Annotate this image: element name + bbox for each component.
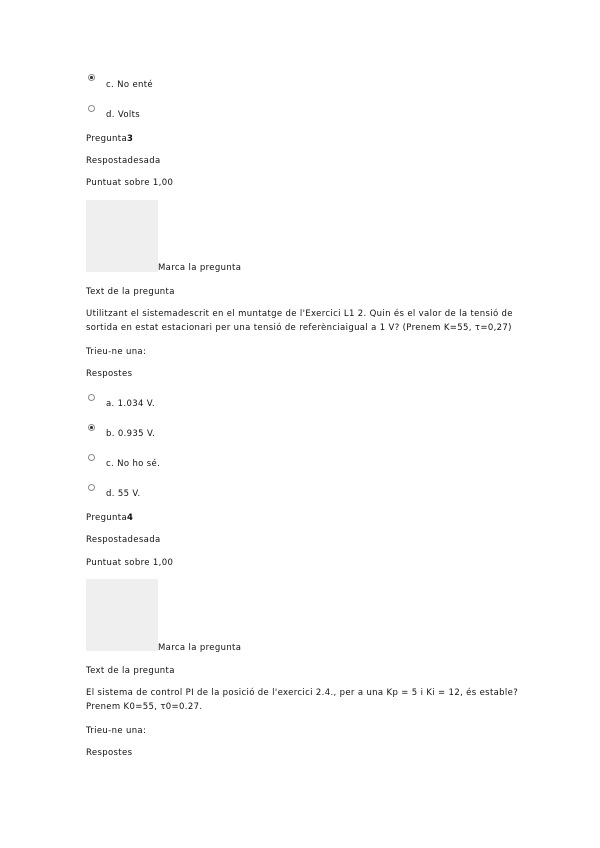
choose-prompt: Trieu-ne una: <box>86 726 147 736</box>
question-text-heading: Text de la pregunta <box>86 666 175 676</box>
flag-placeholder-image <box>86 579 158 651</box>
option-label: b. 0.935 V. <box>106 429 156 439</box>
question-text: Utilitzant el sistemadescrit en el muntatge de l'Exercici L1 2. Quin és el valor de la tensió de <box>86 309 513 319</box>
question-text: sortida en estat estacionari per una tensió de referènciaigual a 1 V? (Prenem K=55, τ=0,27) <box>86 323 512 333</box>
radio-q2-option-c[interactable] <box>88 74 95 81</box>
radio-q3-option-a[interactable] <box>88 394 95 401</box>
question-number: 4 <box>127 513 134 523</box>
choose-prompt: Trieu-ne una: <box>86 347 147 357</box>
option-label: a. 1.034 V. <box>106 399 155 409</box>
question-status: Respostadesada <box>86 156 161 166</box>
flag-placeholder-image <box>86 200 158 272</box>
question-heading <box>86 513 133 523</box>
question-text: Prenem K0=55, τ0=0.27. <box>86 702 203 712</box>
option-label: d. Volts <box>106 110 141 120</box>
question-text-heading: Text de la pregunta <box>86 287 175 297</box>
radio-q3-option-c[interactable] <box>88 454 95 461</box>
answers-heading: Respostes <box>86 369 133 379</box>
question-status: Respostadesada <box>86 535 161 545</box>
question-heading-label: Pregunta <box>86 513 128 523</box>
option-label: c. No ho sé. <box>106 459 161 469</box>
question-text: El sistema de control PI de la posició de l'exercici 2.4., per a una Kp = 5 i Ki = 12, és estable? <box>86 688 519 698</box>
radio-q2-option-d[interactable] <box>88 105 95 112</box>
option-label: c. No enté <box>106 80 154 90</box>
answers-heading: Respostes <box>86 748 133 758</box>
option-label: d. 55 V. <box>106 489 141 499</box>
question-number: 3 <box>127 134 134 144</box>
radio-q3-option-b[interactable] <box>88 424 95 431</box>
radio-q3-option-d[interactable] <box>88 484 95 491</box>
flag-question-link[interactable]: Marca la pregunta <box>158 263 242 273</box>
flag-question-link[interactable]: Marca la pregunta <box>158 643 242 653</box>
question-heading <box>86 134 133 144</box>
question-score: Puntuat sobre 1,00 <box>86 558 174 568</box>
question-score: Puntuat sobre 1,00 <box>86 178 174 188</box>
question-heading-label: Pregunta <box>86 134 128 144</box>
